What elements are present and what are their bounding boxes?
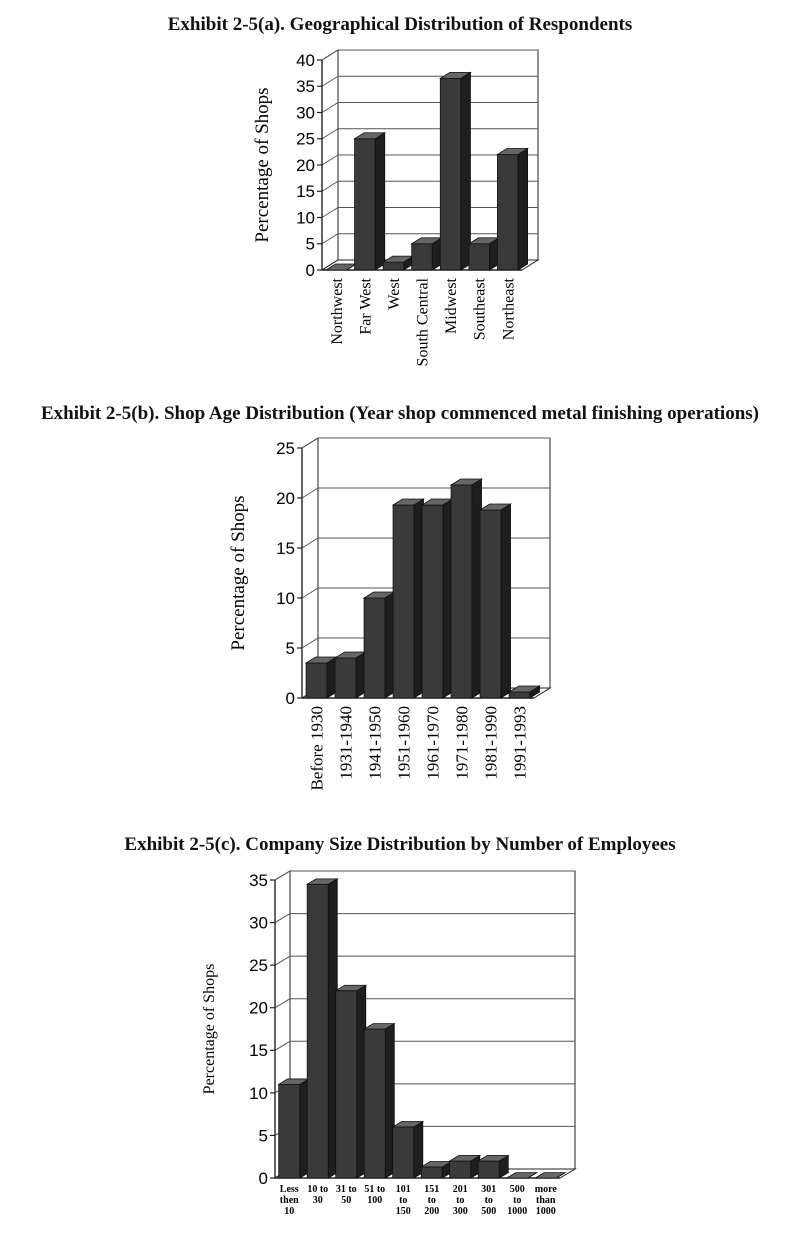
bar-front xyxy=(440,78,461,270)
bar xyxy=(469,238,499,270)
gridline-side xyxy=(302,438,318,448)
company-size-distribution-chart xyxy=(0,862,800,1237)
y-tick-label: 30 xyxy=(296,103,315,123)
x-tick-label: Southeast xyxy=(471,278,489,341)
x-tick-label: Less then 10 xyxy=(279,1184,299,1217)
gridline-side xyxy=(322,50,338,60)
bar-front xyxy=(364,598,385,698)
bar-side xyxy=(501,504,511,698)
bar xyxy=(478,1156,508,1178)
gridline-side xyxy=(322,208,338,218)
bar xyxy=(336,985,366,1178)
chart-title-a: Exhibit 2-5(a). Geographical Distribution of Respondents xyxy=(167,14,633,35)
x-tick-label: South Central xyxy=(414,277,432,367)
bar-front xyxy=(451,485,472,698)
bar-front xyxy=(364,1029,385,1178)
y-tick-label: 25 xyxy=(249,956,268,976)
y-tick-label: 10 xyxy=(276,588,295,608)
bar-front xyxy=(335,658,356,698)
gridline-side xyxy=(322,181,338,191)
x-tick-label: 301 to 500 xyxy=(481,1184,497,1217)
y-tick-label: 15 xyxy=(296,182,315,202)
x-tick-label: 51 to 100 xyxy=(364,1184,386,1206)
x-tick-label: 500 to 1000 xyxy=(507,1184,528,1217)
bar-side xyxy=(461,72,471,270)
bar xyxy=(480,504,510,698)
x-tick-label: Far West xyxy=(357,278,375,335)
gridline-side xyxy=(322,103,338,113)
bar xyxy=(393,1122,423,1178)
bar-front xyxy=(450,1161,471,1178)
gridline-side xyxy=(302,588,318,598)
y-tick-label: 15 xyxy=(249,1041,268,1061)
x-tick-label: 151 to 200 xyxy=(424,1184,440,1217)
gridline-side xyxy=(302,488,318,498)
bar xyxy=(279,1079,309,1178)
bar-side xyxy=(375,133,385,270)
bar xyxy=(307,879,337,1178)
y-tick-label: 20 xyxy=(276,488,295,508)
x-tick-label: West xyxy=(386,278,404,310)
bar xyxy=(497,149,527,271)
y-tick-label: 10 xyxy=(296,208,315,228)
y-tick-label: 5 xyxy=(285,638,295,658)
x-tick-label: 101 to 150 xyxy=(395,1184,411,1217)
x-tick-label: 1981-1990 xyxy=(481,706,501,780)
bar-front xyxy=(412,244,433,270)
bar xyxy=(450,1156,480,1178)
y-tick-label: 5 xyxy=(305,234,315,254)
bar-front xyxy=(383,262,404,270)
x-tick-label: 1941-1950 xyxy=(365,706,385,780)
bar-top xyxy=(507,1173,537,1178)
bar-front xyxy=(480,510,501,698)
y-tick-label: 0 xyxy=(258,1168,268,1188)
x-tick-label: Northeast xyxy=(500,278,518,341)
gridline-side xyxy=(322,155,338,165)
bar-front xyxy=(306,663,327,698)
gridline-side xyxy=(322,76,338,86)
bar xyxy=(440,72,470,270)
y-tick-label: 35 xyxy=(249,870,268,890)
gridline-side xyxy=(302,638,318,648)
y-tick-label: 0 xyxy=(305,260,315,280)
bar xyxy=(306,657,336,698)
bar xyxy=(335,652,365,698)
gridline-side xyxy=(275,914,290,923)
chart-title-b: Exhibit 2-5(b). Shop Age Distribution (Year shop commenced metal finishing operations) xyxy=(40,403,759,424)
y-axis-label: Percentage of Shops xyxy=(252,87,273,243)
bar-front xyxy=(497,155,518,271)
y-axis-label: Percentage of Shops xyxy=(201,963,218,1095)
y-tick-label: 25 xyxy=(276,438,295,458)
bar xyxy=(507,1173,537,1178)
shop-age-distribution-chart xyxy=(0,430,800,820)
bar xyxy=(393,499,423,698)
x-tick-label: Northwest xyxy=(328,278,346,345)
y-tick-label: 40 xyxy=(296,50,315,70)
bar xyxy=(421,1162,451,1178)
bar xyxy=(422,499,452,698)
bar-side xyxy=(518,149,528,271)
x-tick-label: more than 1000 xyxy=(534,1184,557,1217)
gridline-side xyxy=(275,871,290,880)
bar xyxy=(364,592,394,698)
bar xyxy=(412,238,442,270)
bar-front xyxy=(336,991,357,1178)
x-tick-label: 201 to 300 xyxy=(452,1184,468,1217)
x-tick-label: 1931-1940 xyxy=(336,706,356,780)
bar-front xyxy=(393,505,414,698)
bar-front xyxy=(469,244,490,270)
geographical-distribution-chart xyxy=(0,40,800,380)
x-tick-label: 10 to 30 xyxy=(307,1184,329,1206)
bar xyxy=(364,1024,394,1178)
x-tick-label: 1971-1980 xyxy=(452,706,472,780)
bar-front xyxy=(478,1161,499,1178)
y-tick-label: 10 xyxy=(249,1083,268,1103)
x-tick-label: 1991-1993 xyxy=(510,706,530,780)
y-tick-label: 35 xyxy=(296,77,315,97)
bar-front xyxy=(421,1167,442,1178)
x-tick-label: 31 to 50 xyxy=(335,1184,357,1206)
x-tick-label: Before 1930 xyxy=(307,706,327,791)
y-axis-label: Percentage of Shops xyxy=(228,495,249,651)
bar-front xyxy=(422,505,443,698)
y-tick-label: 30 xyxy=(249,913,268,933)
y-tick-label: 20 xyxy=(296,155,315,175)
x-tick-label: 1961-1970 xyxy=(423,706,443,780)
bar-front xyxy=(307,884,328,1178)
x-tick-label: Midwest xyxy=(443,277,461,334)
gridline-side xyxy=(275,999,290,1008)
gridline-side xyxy=(322,234,338,244)
y-tick-label: 0 xyxy=(285,688,295,708)
gridline-side xyxy=(275,956,290,965)
bar-front xyxy=(355,139,376,270)
gridline-side xyxy=(275,1041,290,1050)
bar xyxy=(451,479,481,698)
chart-title-c: Exhibit 2-5(c). Company Size Distribution by Number of Employees xyxy=(124,834,676,855)
bar-front xyxy=(509,692,530,698)
y-tick-label: 20 xyxy=(249,998,268,1018)
gridline-side xyxy=(322,129,338,139)
bar xyxy=(383,256,413,270)
bar-front xyxy=(393,1127,414,1178)
bar xyxy=(355,133,385,270)
gridline-side xyxy=(302,538,318,548)
y-tick-label: 5 xyxy=(258,1126,268,1146)
bar-front xyxy=(279,1084,300,1178)
y-tick-label: 15 xyxy=(276,538,295,558)
y-tick-label: 25 xyxy=(296,129,315,149)
x-tick-label: 1951-1960 xyxy=(394,706,414,780)
